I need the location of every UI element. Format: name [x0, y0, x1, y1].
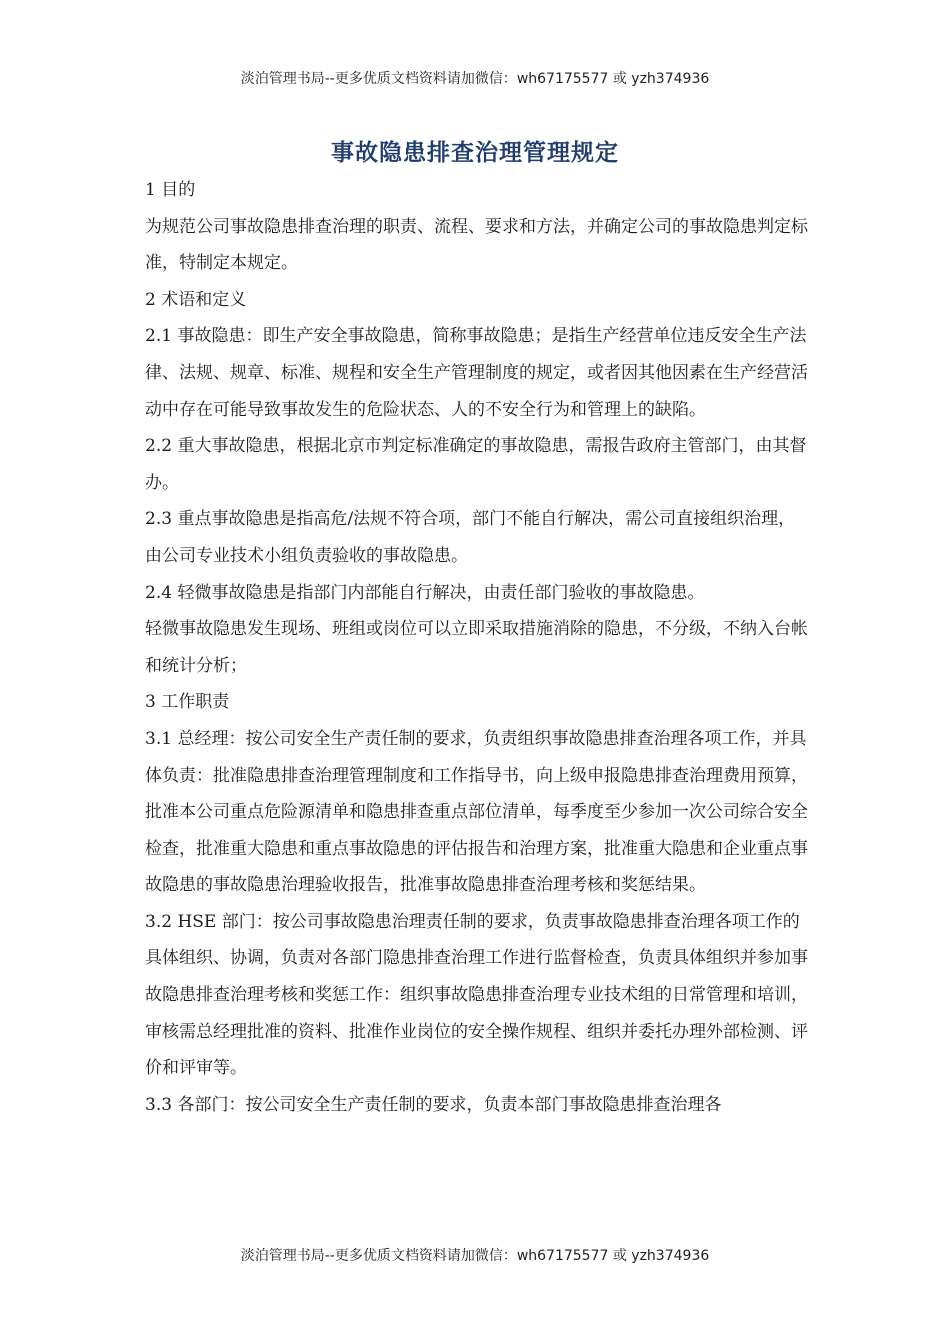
paragraph-3-2: 3.2 HSE 部门：按公司事故隐患治理责任制的要求，负责事故隐患排查治理各项工作的具体组织、协调，负责对各部门隐患排查治理工作进行监督检查，负责具体组织并参加事故隐患排查治理考核和奖惩工作：组织事故隐患排查治理专业技术组的日常管理和培训，审核需总经理批准的资料、批准作业岗位的安全操作规程、组织并委托办理外部检测、评价和评审等。 — [145, 911, 808, 1079]
paragraph-2-4: 2.4 轻微事故隐患是指部门内部能自行解决，由责任部门验收的事故隐患。 — [145, 582, 705, 603]
document-title: 事故隐患排查治理管理规定 — [331, 140, 619, 166]
paragraph-minor-hazard-note: 轻微事故隐患发生现场、班组或岗位可以立即采取措施消除的隐患，不分级，不纳入台帐和统计分析； — [145, 619, 808, 676]
paragraph-2-2: 2.2 重大事故隐患，根据北京市判定标准确定的事故隐患，需报告政府主管部门，由其督办。 — [145, 436, 807, 493]
paragraph-3-3: 3.3 各部门：按公司安全生产责任制的要求，负责本部门事故隐患排查治理各 — [145, 1094, 722, 1115]
section-heading-purpose: 1 目的 — [145, 180, 196, 200]
document-body — [145, 172, 810, 1123]
section-heading-responsibilities: 3 工作职责 — [145, 692, 230, 713]
paragraph-3-1: 3.1 总经理：按公司安全生产责任制的要求，负责组织事故隐患排查治理各项工作，并具体负责：批准隐患排查治理管理制度和工作指导书，向上级申报隐患排查治理费用预算，批准本公司重点危险源清单和隐患排查重点部位清单，每季度至少参加一次公司综合安全检查，批准重大隐患和重点事故隐患的评估报告和治理方案，批准重大隐患和企业重点事故隐患的事故隐患治理验收报告，批准事故隐患排查治理考核和奖惩结果。 — [145, 728, 808, 896]
paragraph-purpose: 为规范公司事故隐患排查治理的职责、流程、要求和方法，并确定公司的事故隐患判定标准，特制定本规定。 — [145, 216, 808, 274]
page-footer: 淡泊管理书局--更多优质文档资料请加微信：wh67175577 或 yzh374936 — [240, 1248, 710, 1264]
page-header: 淡泊管理书局--更多优质文档资料请加微信：wh67175577 或 yzh374936 — [240, 71, 710, 87]
section-heading-terms: 2 术语和定义 — [145, 289, 247, 310]
paragraph-2-1: 2.1 事故隐患：即生产安全事故隐患，简称事故隐患；是指生产经营单位违反安全生产法律、法规、规章、标准、规程和安全生产管理制度的规定，或者因其他因素在生产经营活动中存在可能导致事故发生的危险状态、人的不安全行为和管理上的缺陷。 — [145, 326, 808, 420]
paragraph-2-3: 2.3 重点事故隐患是指高危/法规不符合项，部门不能自行解决，需公司直接组织治理，由公司专业技术小组负责验收的事故隐患。 — [145, 509, 796, 566]
